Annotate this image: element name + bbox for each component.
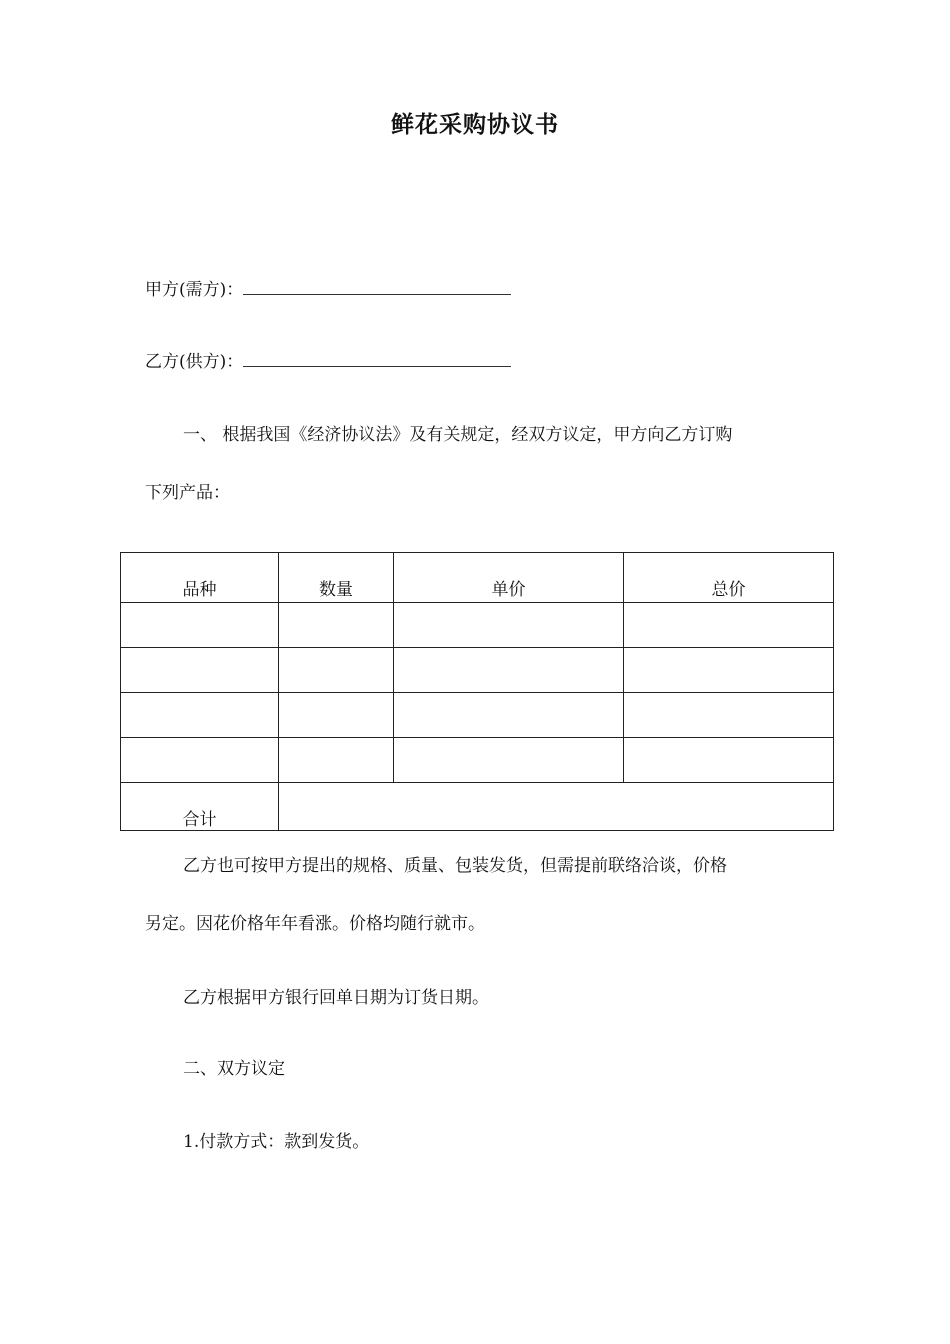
table-cell [394,693,624,738]
total-label: 合计 [121,783,279,831]
paragraph-3: 乙方根据甲方银行回单日期为订货日期。 [183,988,489,1008]
party-b-line [145,350,511,374]
payment-method-item: 1.付款方式：款到发货。 [183,1132,370,1152]
header-total-price: 总价 [624,553,834,603]
table-row [121,738,834,783]
order-table [120,552,834,831]
section-2-heading: 二、双方议定 [183,1059,285,1079]
table-cell [624,693,834,738]
table-cell [121,693,279,738]
table-cell [279,738,394,783]
party-a-label: 甲方(需方)： [145,280,244,300]
table-cell [121,648,279,693]
table-cell [121,603,279,648]
table-header-row [121,553,834,603]
table-row [121,603,834,648]
party-b-label: 乙方(供方)： [145,352,244,372]
table-cell [279,648,394,693]
party-a-blank [243,278,511,295]
header-variety: 品种 [121,553,279,603]
table-cell [394,648,624,693]
clause-1-line-2: 下列产品： [145,483,230,503]
table-row [121,693,834,738]
header-unit-price: 单价 [394,553,624,603]
table-cell [624,603,834,648]
clause-1-line-1: 一、 根据我国《经济协议法》及有关规定，经双方议定，甲方向乙方订购 [183,425,733,445]
paragraph-2-line-1: 乙方也可按甲方提出的规格、质量、包装发货，但需提前联络洽谈，价格 [183,856,727,876]
table-cell [279,693,394,738]
table-cell [624,648,834,693]
page-title: 鲜花采购协议书 [391,111,559,138]
party-a-line [145,278,511,302]
total-value [279,783,834,831]
table-cell [121,738,279,783]
table-cell [279,603,394,648]
header-quantity: 数量 [279,553,394,603]
table-total-row [121,783,834,831]
table-row [121,648,834,693]
paragraph-2-line-2: 另定。因花价格年年看涨。价格均随行就市。 [145,914,485,934]
table-cell [624,738,834,783]
table-cell [394,603,624,648]
table-cell [394,738,624,783]
party-b-blank [243,350,511,367]
